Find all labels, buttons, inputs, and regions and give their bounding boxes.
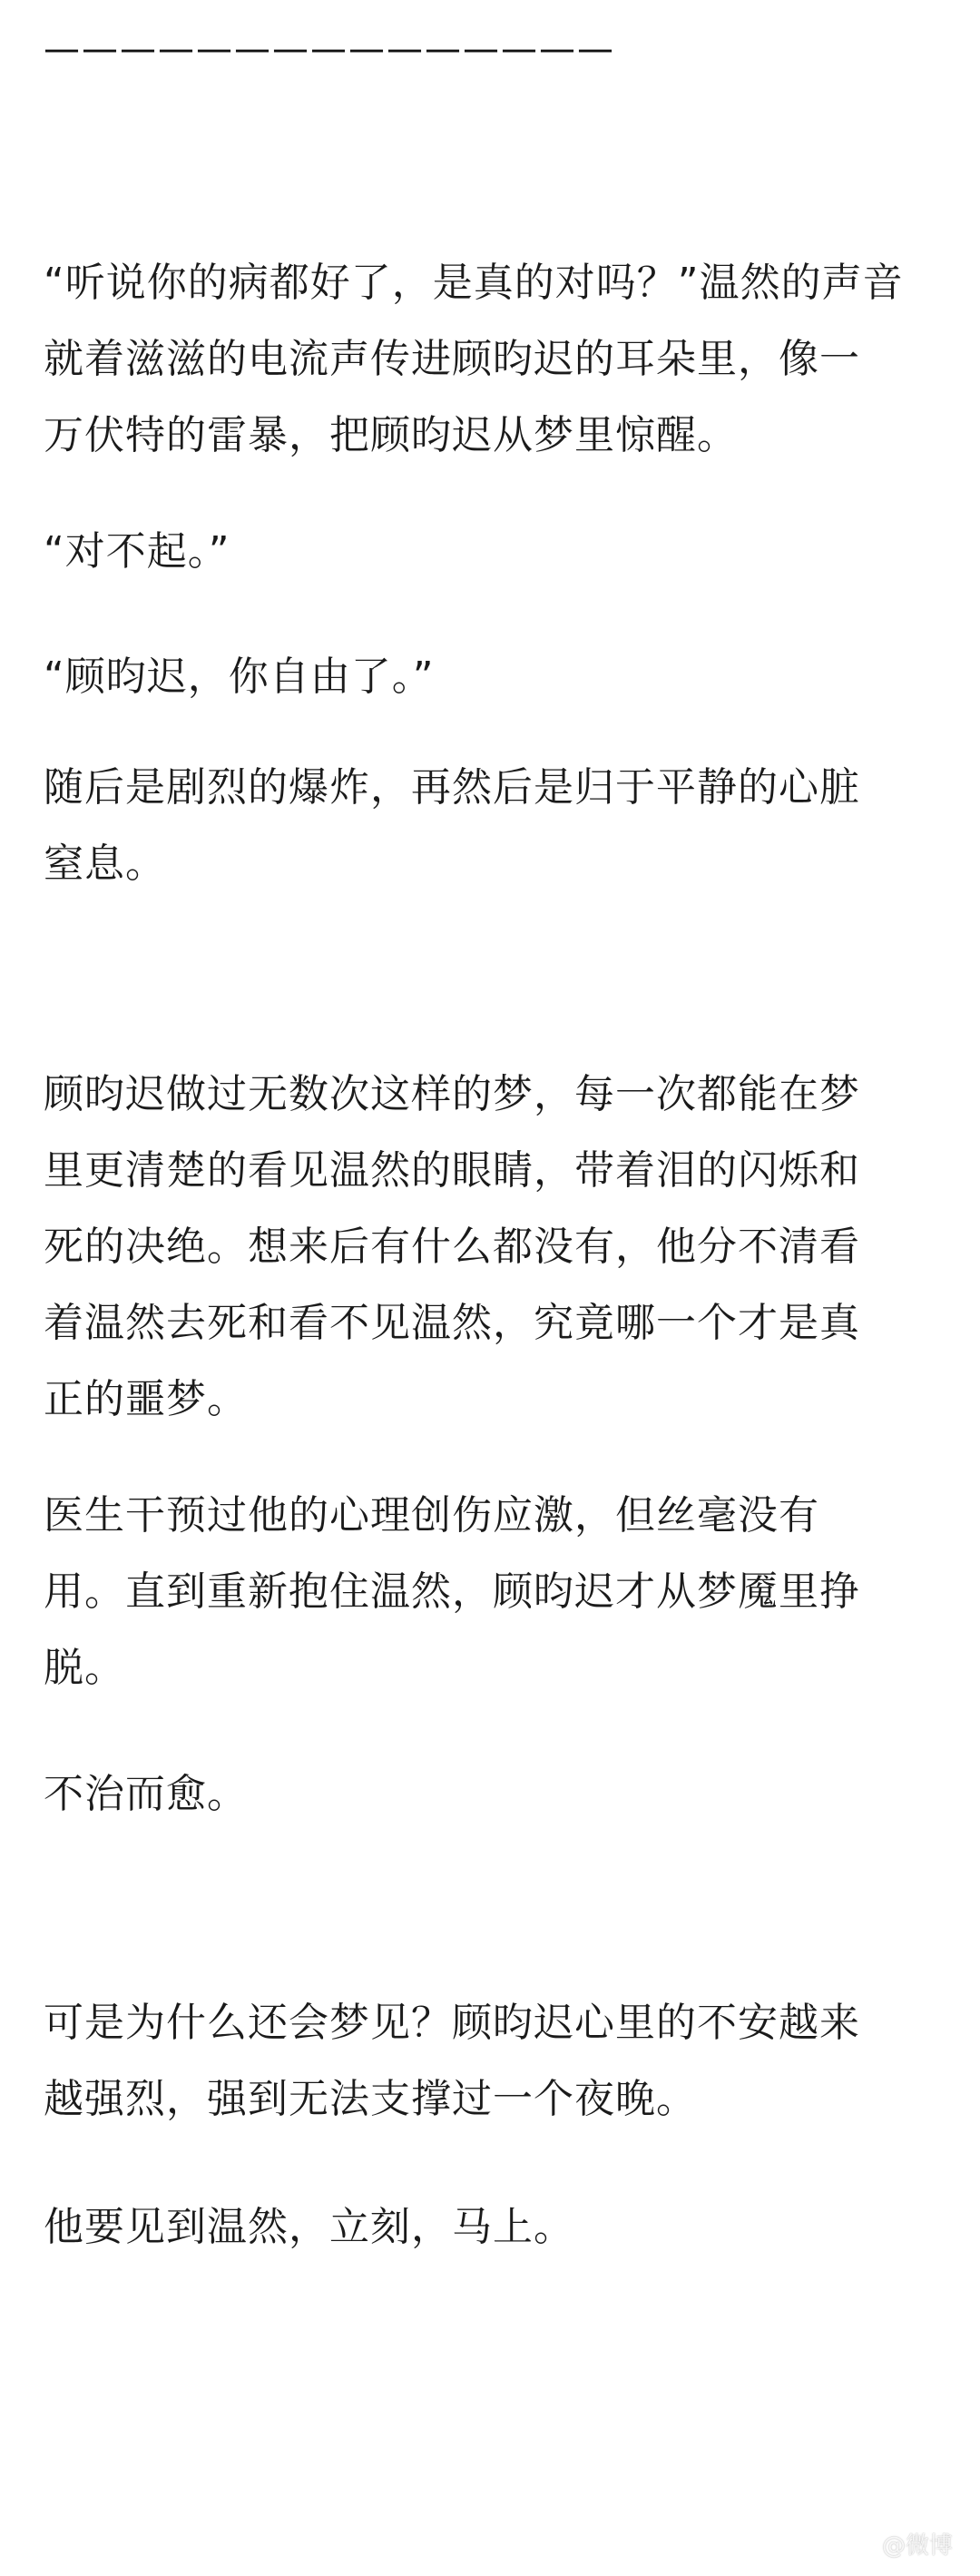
paragraph-3 <box>44 639 915 715</box>
watermark: @微博 <box>881 2532 953 2560</box>
paragraph-4 <box>44 750 915 902</box>
paragraph-line: 他要见到温然，立刻，马上。 <box>44 2204 574 2250</box>
paragraph-line: 随后是剧烈的爆炸，再然后是归于平静的心脏 <box>44 764 860 811</box>
paragraph-5 <box>44 1057 915 1438</box>
paragraph-line: 里更清楚的看见温然的眼睛，带着泪的闪烁和 <box>44 1147 860 1194</box>
paragraph-line: 越强烈，强到无法支撑过一个夜晚。 <box>44 2076 697 2122</box>
paragraph-line: 死的决绝。想来后有什么都没有，他分不清看 <box>44 1224 860 1270</box>
paragraph-line: 医生干预过他的心理创伤应激，但丝毫没有 <box>44 1492 819 1539</box>
paragraph-line: 着温然去死和看不见温然，究竟哪一个才是真 <box>44 1300 860 1346</box>
paragraph-line: 万伏特的雷暴，把顾昀迟从梦里惊醒。 <box>44 412 738 458</box>
paragraph-line: 可是为什么还会梦见？顾昀迟心里的不安越来 <box>44 2000 860 2046</box>
paragraph-6 <box>44 1478 915 1706</box>
section-divider: ——————————————— <box>44 28 615 70</box>
paragraph-line: 脱。 <box>44 1645 125 1691</box>
paragraph-line: 正的噩梦。 <box>44 1376 248 1422</box>
paragraph-9 <box>44 2189 915 2266</box>
paragraph-line: “对不起。” <box>44 528 230 575</box>
paragraph-line: 就着滋滋的电流声传进顾昀迟的耳朵里，像一 <box>44 336 860 382</box>
paragraph-7 <box>44 1756 915 1833</box>
paragraph-line: 用。直到重新抱住温然，顾昀迟才从梦魇里挣 <box>44 1568 860 1615</box>
paragraph-8 <box>44 1985 915 2138</box>
paragraph-line: “听说你的病都好了，是真的对吗？”温然的声音 <box>44 260 904 306</box>
paragraph-2 <box>44 514 915 590</box>
paragraph-line: 顾昀迟做过无数次这样的梦，每一次都能在梦 <box>44 1071 860 1117</box>
paragraph-line: 窒息。 <box>44 841 166 887</box>
paragraph-1 <box>44 245 915 474</box>
paragraph-line: “顾昀迟，你自由了。” <box>44 654 435 700</box>
paragraph-line: 不治而愈。 <box>44 1771 248 1817</box>
